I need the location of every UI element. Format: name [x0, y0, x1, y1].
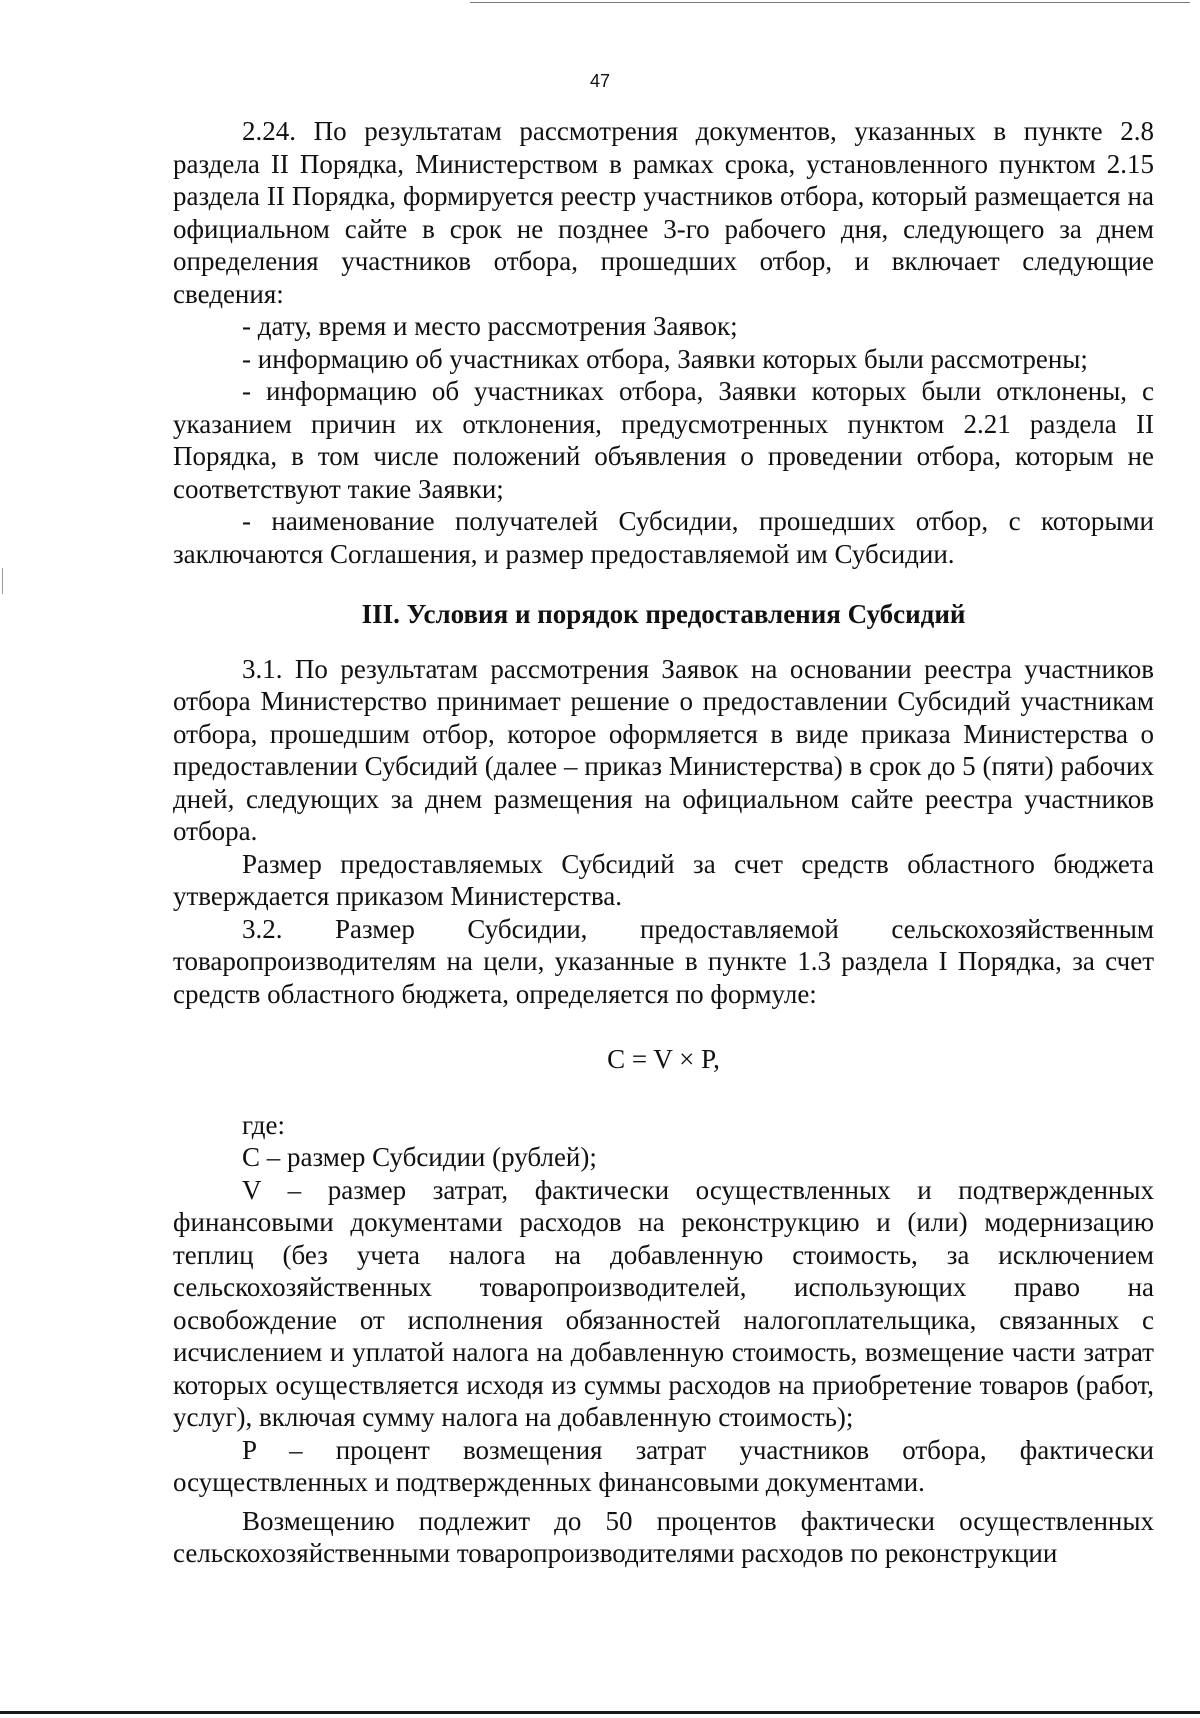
list-item-recipients: - наименование получателей Субсидии, прошедших отбор, с которыми заключаются Соглашения, и размер предоставляемой им Субсидии.	[173, 506, 1154, 569]
section-heading-iii: III. Условия и порядок предоставления Субсидий	[361, 599, 966, 629]
formula-definition-v: V – размер затрат, фактически осуществленных и подтвержденных финансовыми документами расходов на реконструкцию и (или) модернизацию теплиц (без учета налога на добавленную стоимость, за исключением сельскохозяйственных товаропроизводителей, использующих право на освобождение от исполнения обязанностей налогоплательщика, связанных с исчислением и уплатой налога на добавленную стоимость, возмещение части затрат которых осуществляется исходя из суммы расходов на приобретение товаров (работ, услуг), включая сумму налога на добавленную стоимость);	[173, 1174, 1154, 1432]
paragraph-subsidy-amount-approval: Размер предоставляемых Субсидий за счет средств областного бюджета утверждается приказом Министерства.	[173, 848, 1154, 911]
scan-edge-bottom	[0, 1711, 1200, 1714]
list-item-review-date: - дату, время и место рассмотрения Заявок;	[242, 311, 738, 341]
document-body	[173, 115, 1154, 1570]
formula-where: где:	[242, 1109, 285, 1140]
subsidy-formula: C = V × P,	[607, 1044, 720, 1074]
paragraph-2-24: 2.24. По результатам рассмотрения документов, указанных в пункте 2.8 раздела II Порядка, Министерством в рамках срока, установленного пунктом 2.15 раздела II Порядка, формируется реестр участников отбора, который размещается на официальном сайте в срок не позднее 3-го рабочего дня, следующего за днем определения участников отбора, прошедших отбор, и включает следующие сведения:	[173, 116, 1154, 309]
scan-edge-top	[470, 2, 1190, 3]
formula-definition-p: P – процент возмещения затрат участников отбора, фактически осуществленных и подтвержденных финансовыми документами.	[173, 1434, 1154, 1497]
list-item-reviewed-applications: - информацию об участниках отбора, Заявки которых были рассмотрены;	[242, 343, 1088, 374]
list-item-rejected-applications: - информацию об участниках отбора, Заявки которых были отклонены, с указанием причин их отклонения, предусмотренных пунктом 2.21 раздела II Порядка, в том числе положений объявления о проведении отбора, которым не соответствуют такие Заявки;	[173, 376, 1154, 504]
paragraph-reimbursement: Возмещению подлежит до 50 процентов фактически осуществленных сельскохозяйственными товаропроизводителями расходов по реконструкции	[173, 1505, 1154, 1568]
paragraph-3-1: 3.1. По результатам рассмотрения Заявок на основании реестра участников отбора Министерство принимает решение о предоставлении Субсидий участникам отбора, прошедшим отбор, которое оформляется в виде приказа Министерства о предоставлении Субсидий (далее – приказ Министерства) в срок до 5 (пяти) рабочих дней, следующих за днем размещения на официальном сайте реестра участников отбора.	[173, 653, 1154, 846]
formula-definition-c: C – размер Субсидии (рублей);	[242, 1142, 597, 1172]
page-number: 47	[589, 71, 611, 91]
scan-edge-left-mark	[2, 568, 3, 594]
paragraph-3-2: 3.2. Размер Субсидии, предоставляемой сельскохозяйственным товаропроизводителям на цели, указанные в пункте 1.3 раздела I Порядка, за счет средств областного бюджета, определяется по формуле:	[173, 913, 1154, 1009]
